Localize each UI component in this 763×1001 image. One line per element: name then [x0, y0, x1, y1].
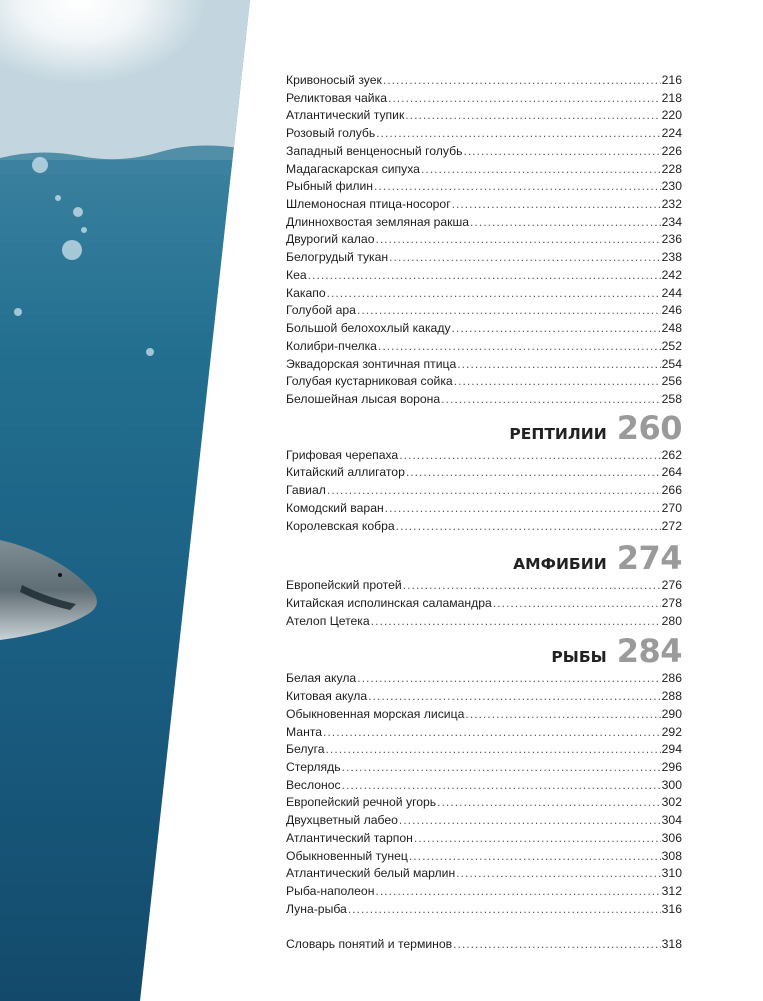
toc-entry[interactable]: [286, 518, 682, 536]
entry-title: Колибри-пчелка: [286, 338, 377, 353]
entry-title: Белошейная лысая ворона: [286, 391, 441, 406]
entry-page-number: 216: [661, 73, 682, 87]
section-page-number: 260: [616, 408, 682, 447]
entry-title: Королевская кобра: [286, 518, 395, 533]
entry-page-number: 224: [661, 126, 682, 141]
toc-entry[interactable]: [286, 285, 682, 303]
entry-title: Шлемоносная птица-носорог: [286, 197, 451, 212]
dot-leader: [375, 883, 660, 901]
dot-leader: [383, 72, 661, 90]
dot-leader: [388, 90, 661, 108]
entry-title: Рыба-наполеон: [286, 884, 375, 899]
entry-title: Ателоп Цетека: [286, 613, 370, 628]
toc-entry[interactable]: [286, 447, 682, 465]
dot-leader: [403, 577, 661, 595]
entry-page-number: 232: [661, 197, 682, 212]
entry-title: Обыкновенный тунец: [286, 848, 408, 863]
entry-page-number: 242: [661, 267, 682, 282]
entry-page-number: 266: [661, 483, 682, 498]
entry-page-number: 272: [661, 518, 682, 533]
entry-page-number: 276: [661, 578, 682, 593]
entry-title: Атлантический белый марлин: [286, 866, 456, 881]
entry-page-number: 256: [661, 374, 682, 389]
section-page-number: 274: [616, 539, 682, 578]
entry-title: Китайская исполинская саламандра: [286, 595, 492, 610]
birds-section: [286, 72, 682, 409]
dot-leader: [452, 320, 661, 338]
entry-title: Гавиал: [286, 483, 326, 498]
dot-leader: [389, 249, 660, 267]
entry-page-number: 236: [661, 232, 682, 247]
entry-title: Эквадорская зонтичная птица: [286, 356, 457, 371]
entry-page-number: 304: [661, 813, 682, 828]
entry-title: Реликтовая чайка: [286, 90, 387, 105]
entry-title: Обыкновенная морская лисица: [286, 706, 465, 721]
reptiles-section: [286, 447, 682, 536]
section-title: АМФИБИИ: [513, 555, 607, 574]
entry-title: Китовая акула: [286, 689, 368, 704]
dot-leader: [385, 500, 661, 518]
dot-leader: [342, 777, 661, 795]
entry-page-number: 252: [661, 338, 682, 353]
toc-entry[interactable]: [286, 196, 682, 214]
entry-page-number: 218: [661, 90, 682, 105]
toc-entry[interactable]: [286, 249, 682, 267]
toc-entry[interactable]: [286, 848, 682, 866]
toc-entry[interactable]: [286, 72, 682, 90]
entry-title: Длиннохвостая земляная ракша: [286, 214, 470, 229]
toc-entry[interactable]: [286, 812, 682, 830]
dot-leader: [409, 848, 661, 866]
toc-entry[interactable]: [286, 883, 682, 901]
dot-leader: [374, 178, 661, 196]
entry-title: Западный венценосный голубь: [286, 143, 463, 158]
dot-leader: [327, 285, 661, 303]
entry-page-number: 230: [661, 179, 682, 194]
entry-page-number: 278: [661, 595, 682, 610]
entry-title: Комодский варан: [286, 500, 384, 515]
dot-leader: [441, 391, 660, 409]
section-title: РЫБЫ: [551, 648, 607, 667]
entry-page-number: 294: [661, 742, 682, 757]
dot-leader: [308, 267, 661, 285]
entry-title: Стерлядь: [286, 760, 341, 774]
toc-entry[interactable]: [286, 577, 682, 595]
entry-page-number: 270: [661, 500, 682, 515]
dot-leader: [453, 936, 661, 954]
dot-leader: [357, 302, 661, 320]
dot-leader: [348, 901, 661, 919]
section-title: РЕПТИЛИИ: [509, 424, 607, 443]
dot-leader: [357, 670, 660, 688]
entry-page-number: 228: [661, 161, 682, 176]
entry-page-number: 238: [661, 250, 682, 265]
entry-page-number: 292: [661, 724, 682, 739]
entry-title: Кеа: [286, 267, 307, 282]
entry-title: Луна-рыба: [286, 901, 347, 916]
toc-entry[interactable]: [286, 391, 682, 409]
entry-title: Веслонос: [286, 777, 341, 792]
dot-leader: [414, 830, 661, 848]
toc-entry[interactable]: [286, 302, 682, 320]
entry-page-number: 286: [661, 671, 682, 686]
entry-title: Голубая кустарниковая сойка: [286, 374, 453, 389]
entry-title: Какапо: [286, 285, 326, 300]
dot-leader: [493, 595, 661, 613]
entry-title: Двухцветный лабео: [286, 813, 398, 828]
toc-entry[interactable]: [286, 373, 682, 391]
dot-leader: [327, 482, 661, 500]
entry-title: Китайский аллигатор: [286, 465, 405, 480]
toc-entry[interactable]: [286, 613, 682, 631]
entry-page-number: 316: [661, 901, 682, 916]
dot-leader: [378, 338, 661, 356]
section-header-amphibians: [286, 539, 682, 577]
entry-title: Розовый голубь: [286, 126, 376, 141]
entry-title: Словарь понятий и терминов: [286, 937, 453, 952]
toc-entry[interactable]: [286, 338, 682, 356]
entry-title: Белогрудый тукан: [286, 250, 389, 265]
entry-page-number: 234: [661, 214, 682, 229]
entry-title: Большой белохохлый какаду: [286, 321, 451, 336]
dot-leader: [406, 464, 661, 482]
toc-entry[interactable]: [286, 688, 682, 706]
section-header-reptiles: [286, 409, 682, 447]
entry-page-number: 226: [661, 143, 682, 158]
toc-entry[interactable]: [286, 830, 682, 848]
toc-entry[interactable]: [286, 231, 682, 249]
amphibians-section: [286, 577, 682, 630]
toc-entry[interactable]: [286, 706, 682, 724]
dot-leader: [457, 356, 660, 374]
toc-entry[interactable]: [286, 90, 682, 108]
toc-entry[interactable]: [286, 865, 682, 883]
entry-title: Атлантический тарпон: [286, 830, 413, 845]
toc-entry[interactable]: [286, 482, 682, 500]
dot-leader: [399, 447, 660, 465]
entry-page-number: 302: [661, 795, 682, 810]
dot-leader: [368, 688, 660, 706]
toc-entry[interactable]: [286, 670, 682, 688]
dot-leader: [456, 865, 660, 883]
dot-leader: [326, 741, 661, 759]
entry-title: Голубой ара: [286, 303, 356, 318]
toc-entry[interactable]: [286, 107, 682, 125]
entry-page-number: 300: [661, 777, 682, 792]
toc-entry[interactable]: [286, 464, 682, 482]
entry-title: Двурогий калао: [286, 232, 375, 247]
dot-leader: [399, 812, 661, 830]
toc-entry[interactable]: [286, 125, 682, 143]
toc-entry[interactable]: [286, 759, 682, 777]
entry-page-number: 280: [661, 613, 682, 628]
entry-page-number: 254: [661, 356, 682, 371]
entry-page-number: 308: [661, 848, 682, 863]
entry-page-number: 264: [661, 465, 682, 480]
toc-entry[interactable]: [286, 777, 682, 795]
dot-leader: [376, 125, 660, 143]
toc-entry[interactable]: [286, 741, 682, 759]
toc-entry-glossary[interactable]: [286, 936, 682, 954]
toc-entry[interactable]: [286, 178, 682, 196]
dot-leader: [375, 231, 660, 249]
dot-leader: [463, 143, 660, 161]
dot-leader: [396, 518, 661, 536]
dot-leader: [437, 794, 661, 812]
dot-leader: [465, 706, 660, 724]
entry-title: Кривоносый зуек: [286, 73, 382, 87]
entry-page-number: 248: [661, 321, 682, 336]
entry-title: Европейский протей: [286, 578, 402, 593]
entry-page-number: 258: [661, 391, 682, 406]
entry-page-number: 306: [661, 830, 682, 845]
entry-title: Европейский речной угорь: [286, 795, 437, 810]
toc-entry[interactable]: [286, 595, 682, 613]
toc-entry[interactable]: [286, 161, 682, 179]
toc-entry[interactable]: [286, 794, 682, 812]
dot-leader: [405, 107, 660, 125]
entry-title: Рыбный филин: [286, 179, 374, 194]
entry-page-number: 288: [661, 689, 682, 704]
toc-entry[interactable]: [286, 724, 682, 742]
dot-leader: [454, 373, 661, 391]
toc-entry[interactable]: [286, 143, 682, 161]
dot-leader: [323, 724, 661, 742]
dot-leader: [470, 214, 661, 232]
section-page-number: 284: [616, 632, 682, 671]
entry-page-number: 244: [661, 285, 682, 300]
entry-title: Белая акула: [286, 671, 357, 686]
entry-page-number: 310: [661, 866, 682, 881]
entry-title: Манта: [286, 724, 323, 739]
dot-leader: [371, 613, 661, 631]
entry-page-number: 296: [661, 760, 682, 774]
dot-leader: [342, 759, 661, 777]
table-of-contents: [286, 72, 682, 954]
entry-page-number: 318: [661, 937, 682, 952]
dot-leader: [421, 161, 661, 179]
entry-page-number: 312: [661, 884, 682, 899]
entry-title: Белуга: [286, 742, 325, 757]
toc-entry[interactable]: [286, 500, 682, 518]
entry-page-number: 246: [661, 303, 682, 318]
entry-page-number: 290: [661, 706, 682, 721]
dot-leader: [452, 196, 661, 214]
toc-entry[interactable]: [286, 214, 682, 232]
toc-entry[interactable]: [286, 356, 682, 374]
toc-entry[interactable]: [286, 320, 682, 338]
toc-entry[interactable]: [286, 901, 682, 919]
entry-title: Мадагаскарская сипуха: [286, 161, 420, 176]
entry-page-number: 262: [661, 447, 682, 462]
entry-page-number: 220: [661, 108, 682, 123]
toc-entry[interactable]: [286, 267, 682, 285]
entry-title: Грифовая черепаха: [286, 447, 399, 462]
entry-title: Атлантический тупик: [286, 108, 405, 123]
section-header-fish: [286, 632, 682, 670]
fish-section: [286, 670, 682, 918]
